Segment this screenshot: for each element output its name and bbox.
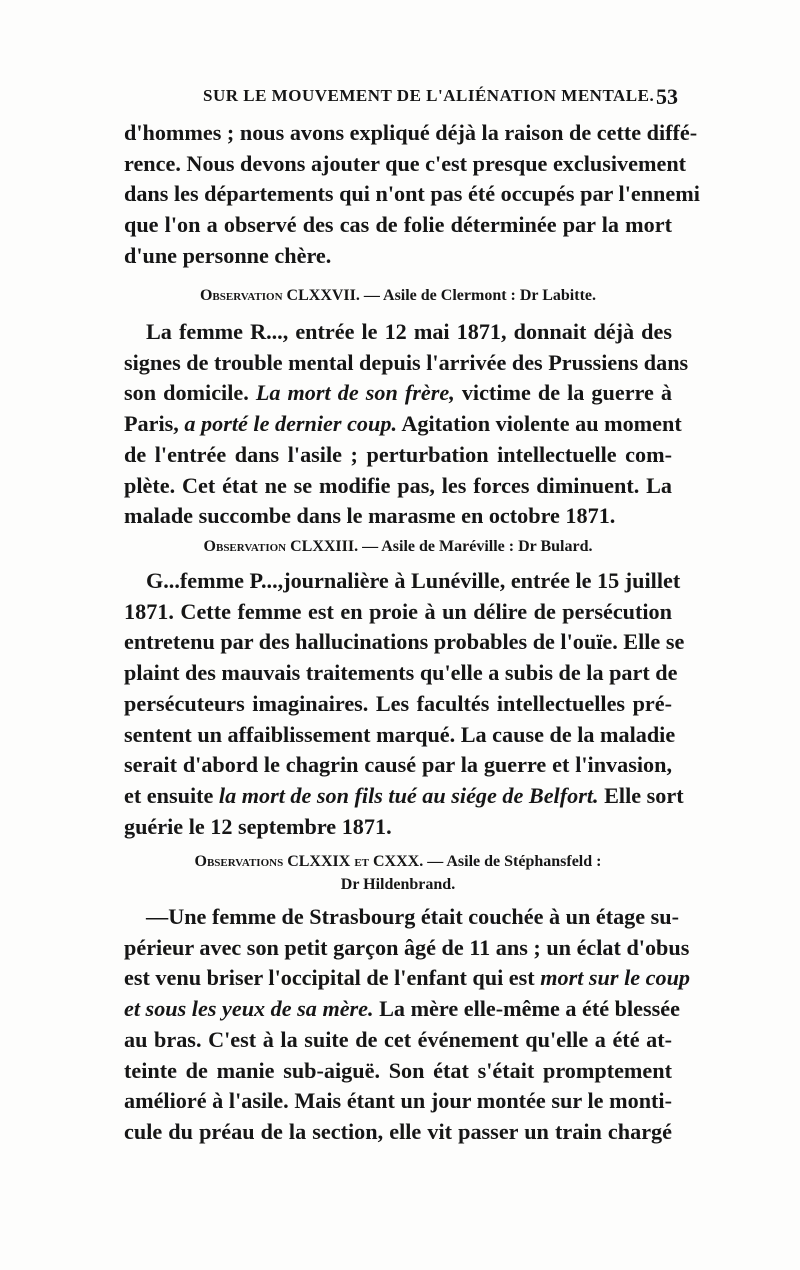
text-line: plaint des mauvais traitements qu'elle a subis de la part de [124, 660, 678, 686]
observation-heading [124, 287, 672, 305]
text-line: La femme R..., entrée le 12 mai 1871, donnait déjà des [146, 319, 672, 344]
text-line: 1871. Cette femme est en proie à un délire de persécution [124, 598, 672, 624]
text-line: G...femme P...,journalière à Lunéville, entrée le 15 juillet [146, 568, 681, 593]
text-line: périeur avec son petit garçon âgé de 11 ans ; un éclat d'obus [124, 934, 690, 960]
italic-phrase: La mort de son frère, [255, 380, 455, 406]
text-line: signes de trouble mental depuis l'arrivée des Prussiens dans [124, 349, 689, 375]
text-line: cule du préau de la section, elle vit passer un train chargé [124, 1118, 672, 1144]
text-line: malade succombe dans le marasme en octobre 1871. [124, 503, 616, 529]
text-line: entretenu par des hallucinations probables de l'ouïe. Elle se [124, 629, 685, 655]
text-line: est venu briser l'occipital de l'enfant qui est mort sur le coup [124, 965, 691, 991]
observation-heading [124, 538, 672, 556]
text-line: Paris, a porté le dernier coup. Agitation violente au moment [124, 411, 682, 437]
text-line: son domicile. La mort de son frère, victime de la guerre à [124, 380, 672, 406]
text-line: guérie le 12 septembre 1871. [124, 813, 392, 839]
text-line: rence. Nous devons ajouter que c'est presque exclusivement [124, 150, 687, 176]
paragraph-case-strasbourg [124, 902, 691, 1148]
text-line: amélioré à l'asile. Mais étant un jour montée sur le monti- [124, 1088, 672, 1114]
observation-asylum: — Asile de Maréville : Dr Bulard. [358, 538, 593, 555]
text-line: que l'on a observé des cas de folie déterminée par la mort [124, 212, 672, 238]
paragraph-case-g [124, 566, 685, 842]
page-number: 53 [656, 84, 678, 109]
text-line: dans les départements qui n'ont pas été occupés par l'ennemi [124, 181, 700, 207]
observation-label: Observations CLXXIX et CXXX. [194, 853, 424, 870]
observation-heading [124, 850, 672, 896]
observation-asylum: — Asile de Stéphansfeld : [423, 853, 602, 870]
observation-label: Observation CLXXIII. [203, 538, 359, 555]
text-line: sentent un affaiblissement marqué. La cause de la maladie [124, 721, 676, 747]
text-line: et sous les yeux de sa mère. La mère elle-même a été blessée [124, 996, 680, 1022]
text-line: de l'entrée dans l'asile ; perturbation intellectuelle com- [124, 441, 672, 467]
text-line: persécuteurs imaginaires. Les facultés intellectuelles pré- [124, 690, 672, 716]
running-title: SUR LE MOUVEMENT DE L'ALIÉNATION MENTALE. [203, 86, 655, 105]
italic-phrase: a porté le dernier coup. [184, 411, 398, 437]
text-line: plète. Cet état ne se modifie pas, les forces diminuent. La [124, 472, 672, 498]
page-header [178, 86, 678, 116]
paragraph-case-r [124, 317, 689, 532]
observation-label: Observation CLXXVII. [199, 287, 360, 304]
italic-phrase: la mort de son fils tué au siége de Belfort. [218, 782, 599, 808]
italic-phrase: mort sur le coup [540, 965, 691, 991]
italic-phrase: et sous les yeux de sa mère. [124, 996, 374, 1022]
paragraph-intro [124, 118, 700, 272]
text-line: d'une personne chère. [124, 242, 332, 268]
text-line: —Une femme de Strasbourg était couchée à un étage su- [146, 904, 680, 929]
observation-asylum: — Asile de Clermont : Dr Labitte. [359, 287, 597, 304]
text-line: au bras. C'est à la suite de cet événement qu'elle a été at- [124, 1026, 672, 1052]
text-line: serait d'abord le chagrin causé par la guerre et l'invasion, [124, 752, 672, 778]
text-line: d'hommes ; nous avons expliqué déjà la raison de cette diffé- [124, 120, 698, 145]
text-line: et ensuite la mort de son fils tué au siége de Belfort. Elle sort [124, 782, 684, 808]
text-line: teinte de manie sub-aiguë. Son état s'était promptement [124, 1057, 672, 1083]
observation-doctor: Dr Hildenbrand. [340, 876, 456, 893]
